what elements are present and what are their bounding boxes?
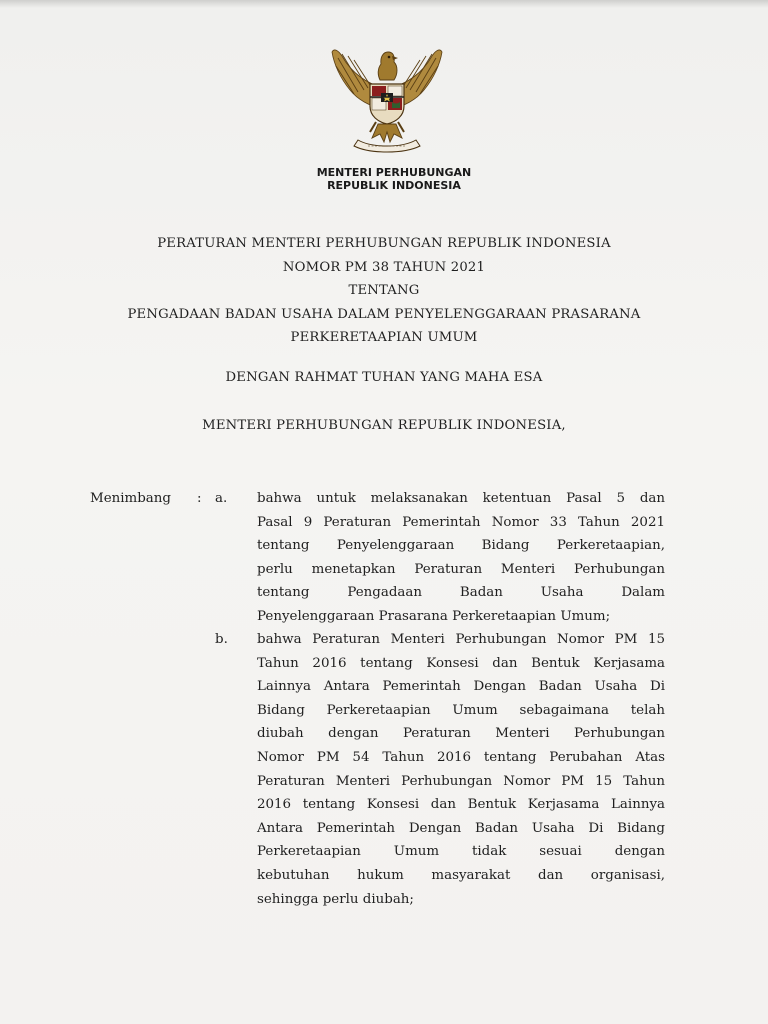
item-a-line: tentang Penyelenggaraan Bidang Perkeretaapian,	[257, 538, 665, 554]
garuda-emblem	[328, 44, 446, 156]
title-line-1: PERATURAN MENTERI PERHUBUNGAN REPUBLIK INDONESIA	[157, 236, 611, 251]
title-line-5: PERKERETAAPIAN UMUM	[290, 330, 478, 346]
item-b-line: diubah dengan Peraturan Menteri Perhubungan	[257, 726, 665, 742]
ministry-heading	[0, 166, 768, 192]
item-a-line: bahwa untuk melaksanakan ketentuan Pasal 5 dan	[257, 491, 665, 506]
ministry-line-2: REPUBLIK INDONESIA	[327, 179, 461, 192]
item-b-line: Tahun 2016 tentang Konsesi dan Bentuk Kerjasama	[257, 655, 665, 671]
item-a-line: tentang Pengadaan Badan Usaha Dalam	[257, 585, 665, 601]
considering-colon: :	[197, 491, 202, 506]
item-a-line: Penyelenggaraan Prasarana Perkeretaapian Umum;	[257, 608, 611, 624]
item-b-line: Nomor PM 54 Tahun 2016 tentang Perubahan Atas	[257, 749, 665, 765]
item-a-line: Pasal 9 Peraturan Pemerintah Nomor 33 Tahun 2021	[257, 514, 665, 530]
item-b-line: bahwa Peraturan Menteri Perhubungan Nomor PM 15	[257, 632, 665, 647]
regulation-title	[0, 232, 768, 350]
item-a-letter: a.	[215, 491, 228, 506]
item-b-text	[257, 628, 665, 911]
title-line-2: NOMOR PM 38 TAHUN 2021	[282, 259, 486, 275]
title-line-4: PENGADAAN BADAN USAHA DALAM PENYELENGGARAAN PRASARANA	[127, 306, 641, 322]
item-b-line: Perkeretaapian Umum tidak sesuai dengan	[257, 844, 665, 860]
ministry-line-1: MENTERI PERHUBUNGAN	[316, 166, 472, 179]
item-b-line: Bidang Perkeretaapian Umum sebagaimana telah	[257, 702, 665, 718]
preamble-rahmat: DENGAN RAHMAT TUHAN YANG MAHA ESA	[225, 370, 543, 385]
scan-edge	[0, 0, 768, 8]
item-b-line: kebutuhan hukum masyarakat dan organisasi,	[257, 867, 665, 883]
item-b-letter: b.	[215, 632, 228, 647]
item-b-line: Lainnya Antara Pemerintah Dengan Badan Usaha Di	[257, 679, 665, 695]
considering-label: Menimbang	[90, 491, 171, 506]
item-b-line: Antara Pemerintah Dengan Badan Usaha Di Bidang	[257, 820, 665, 836]
item-b-line: 2016 tentang Konsesi dan Bentuk Kerjasama Lainnya	[257, 797, 665, 813]
title-line-3: TENTANG	[348, 283, 420, 299]
preamble-menteri: MENTERI PERHUBUNGAN REPUBLIK INDONESIA,	[202, 418, 566, 433]
item-a-line: perlu menetapkan Peraturan Menteri Perhubungan	[257, 561, 665, 577]
item-a-text	[257, 487, 665, 629]
item-b-line: Peraturan Menteri Perhubungan Nomor PM 15 Tahun	[257, 773, 665, 789]
item-b-line: sehingga perlu diubah;	[257, 891, 414, 907]
